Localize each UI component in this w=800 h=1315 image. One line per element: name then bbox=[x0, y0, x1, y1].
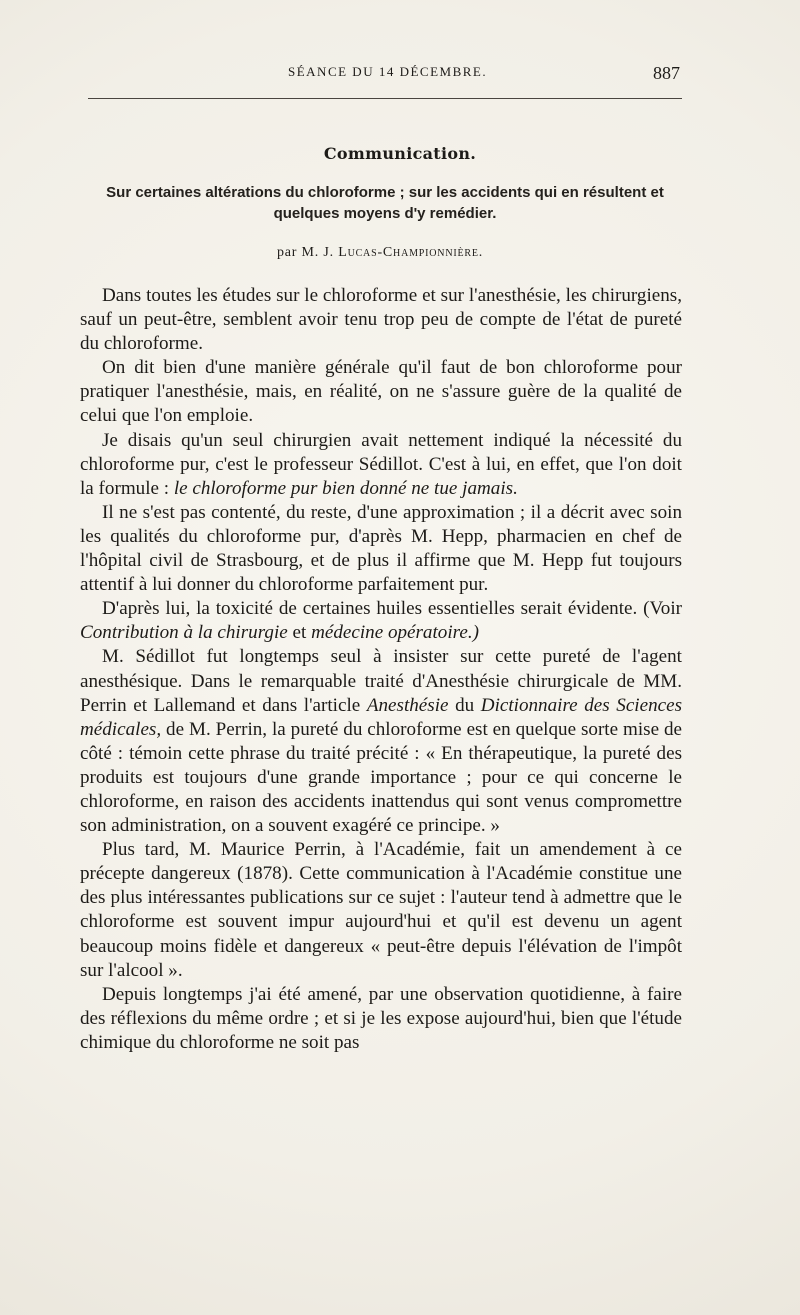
article-title: Sur certaines altérations du chloroforme ; sur les accidents qui en résultent et quelques moyens d'y remédier. bbox=[106, 184, 664, 222]
running-head: SÉANCE DU 14 DÉCEMBRE. bbox=[288, 64, 488, 79]
paragraph-6-article-title: Anesthésie bbox=[366, 694, 449, 716]
paragraph-5-text: D'après lui, la toxicité de certaines huiles essentielles serait évidente. (Voir bbox=[102, 598, 682, 620]
paragraph-3 bbox=[80, 429, 682, 501]
paragraph-6-text-end: de M. Perrin, la pureté du chloroforme est en quelque sorte mise de côté : témoin cette phrase du traité précité : « En thérapeutique, la pureté des produits est toujours d'une grande importance ; pour ce qui concerne le chloroforme, en raison des accidents inattendus qui sont venus compromettre son administration, on a souvent exagéré ce principe. » bbox=[80, 718, 682, 837]
author-line bbox=[0, 245, 760, 261]
page-header bbox=[88, 64, 682, 88]
article-body bbox=[80, 284, 682, 1055]
author-prefix: par M. J. bbox=[276, 245, 339, 260]
paragraph-6-connector: du bbox=[448, 694, 481, 716]
paragraph-6-text: M. Sédillot fut longtemps seul à insister sur cette pureté de l'agent anesthésique. Dans le remarquable traité d'Anesthésie chirurgicale de MM. Perrin et Lallemand et dans l'article bbox=[80, 646, 682, 716]
paragraph-3-quote: le chloroforme pur bien donné ne tue jamais. bbox=[173, 477, 518, 499]
paragraph-5-work-title-2: médecine opératoire.) bbox=[311, 622, 479, 644]
header-rule bbox=[88, 98, 682, 99]
paragraph-2: On dit bien d'une manière générale qu'il faut de bon chloroforme pour pratiquer l'anesthésie, mais, en réalité, on ne s'assure guère de la qualité de celui que l'on emploie. bbox=[80, 357, 682, 427]
paragraph-5 bbox=[80, 597, 682, 645]
paragraph-3-text: Je disais qu'un seul chirurgien avait nettement indiqué la nécessité du chloroforme pur, c'est le professeur Sédillot. C'est à lui, en effet, que l'on doit la formule : bbox=[80, 429, 682, 499]
paragraph-6-dictionary-title: Dictionnaire des Sciences médicales, bbox=[80, 694, 683, 740]
paragraph-8: Depuis longtemps j'ai été amené, par une observation quotidienne, à faire des réflexions du même ordre ; et si je les expose aujourd'hui, bien que l'étude chimique du chloroforme ne soit pas bbox=[80, 983, 682, 1053]
paragraph-7: Plus tard, M. Maurice Perrin, à l'Académie, fait un amendement à ce précepte dangereux (1878). Cette communication à l'Académie constitue une des plus intéressantes publications sur ce sujet : l'auteur tend à admettre que le chloroforme est souvent impur aujourd'hui et qu'il est devenu un agent beaucoup moins fidèle et dangereux « peut-être depuis l'élévation de l'impôt sur l'alcool ». bbox=[80, 839, 682, 981]
paragraph-5-connector: et bbox=[287, 622, 312, 644]
paragraph-5-work-title-1: Contribution à la chirurgie bbox=[80, 622, 288, 644]
page-number: 887 bbox=[653, 63, 680, 83]
section-title: Communication. bbox=[323, 144, 477, 163]
paragraph-4: Il ne s'est pas contenté, du reste, d'une approximation ; il a décrit avec soin les qualités du chloroforme pur, d'après M. Hepp, pharmacien en chef de l'hôpital civil de Strasbourg, et de plus il affirme que M. Hepp fut toujours attentif à lui donner du chloroforme parfaitement pur. bbox=[80, 501, 682, 596]
author-name: Lucas-Championnière. bbox=[338, 245, 484, 260]
paragraph-6 bbox=[80, 645, 682, 838]
paragraph-1: Dans toutes les études sur le chloroforme et sur l'anesthésie, les chirurgiens, sauf un peut-être, semblent avoir tenu trop peu de compte de l'état de pureté du chloroforme. bbox=[80, 285, 682, 355]
